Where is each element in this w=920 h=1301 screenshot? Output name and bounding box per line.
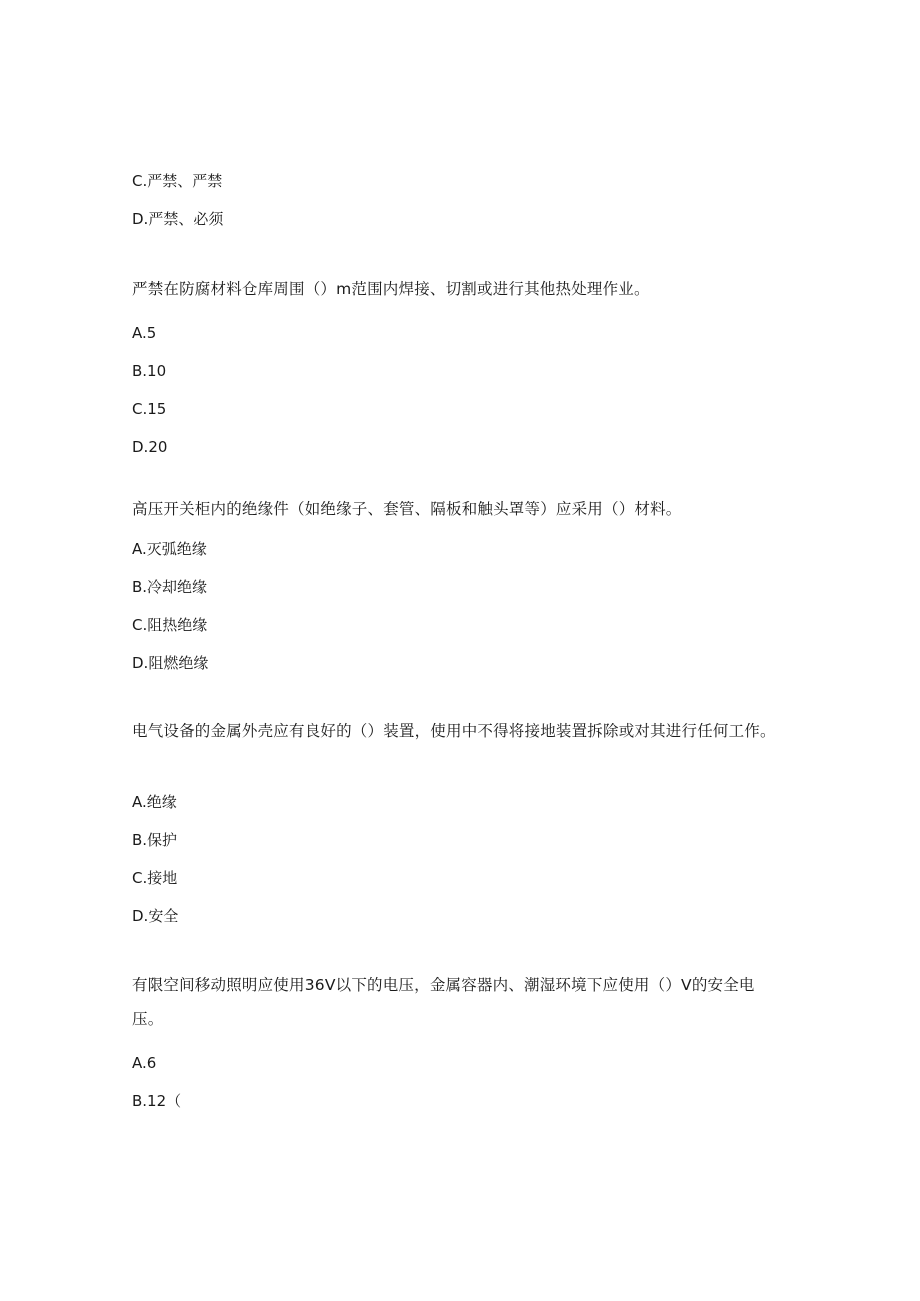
option-a: A.6 bbox=[132, 1054, 157, 1072]
option-d: D.阻燃绝缘 bbox=[132, 654, 209, 672]
question-text: 电气设备的金属外壳应有良好的（）装置，使用中不得将接地装置拆除或对其进行任何工作。 bbox=[132, 722, 776, 740]
question-text: 严禁在防腐材料仓库周围（）m范围内焊接、切割或进行其他热处理作业。 bbox=[132, 280, 650, 298]
option-b: B.10 bbox=[132, 362, 167, 380]
option-c: C.严禁、严禁 bbox=[132, 172, 223, 190]
option-a: A.绝缘 bbox=[132, 793, 177, 811]
option-c: C.阻热绝缘 bbox=[132, 616, 208, 634]
option-a: A.灭弧绝缘 bbox=[132, 540, 207, 558]
question-text: 有限空间移动照明应使用36V以下的电压，金属容器内、潮湿环境下应使用（）V的安全电压。 bbox=[132, 976, 755, 1028]
option-d: D.安全 bbox=[132, 907, 179, 925]
option-d: D.20 bbox=[132, 438, 168, 456]
option-b: B.12（ bbox=[132, 1092, 182, 1110]
option-d: D.严禁、必须 bbox=[132, 210, 224, 228]
option-a: A.5 bbox=[132, 324, 157, 342]
option-b: B.保护 bbox=[132, 831, 178, 849]
option-c: C.15 bbox=[132, 400, 167, 418]
option-b: B.冷却绝缘 bbox=[132, 578, 208, 596]
option-c: C.接地 bbox=[132, 869, 178, 887]
question-text: 高压开关柜内的绝缘件（如绝缘子、套管、隔板和触头罩等）应采用（）材料。 bbox=[132, 500, 682, 518]
